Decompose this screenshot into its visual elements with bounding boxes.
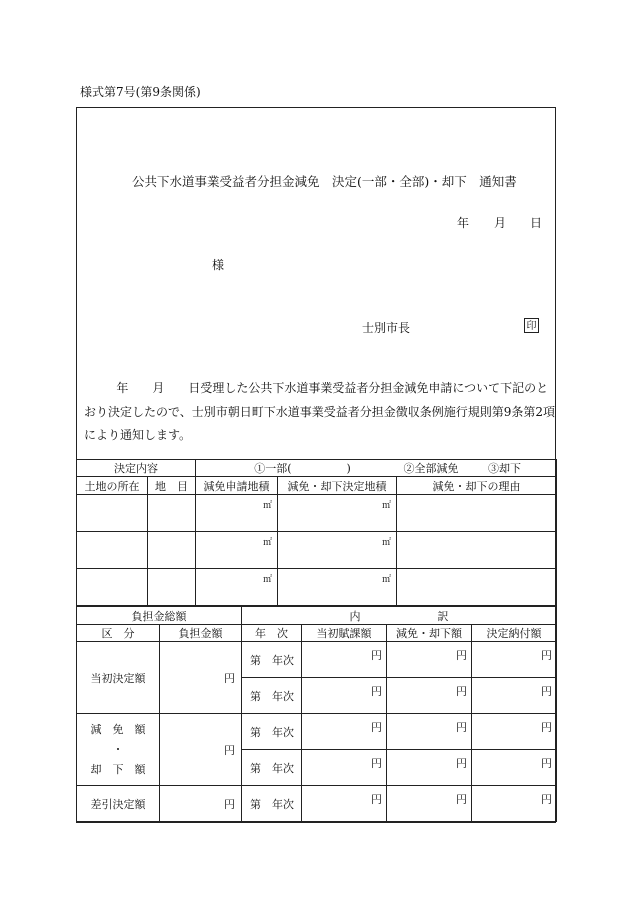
land-category-cell (148, 569, 196, 606)
fiscal-year-cell: 第 年次 (242, 786, 302, 822)
decision-label: 決定内容 (77, 460, 196, 477)
land-location-cell (77, 569, 148, 606)
form-number: 様式第7号(第9条関係) (80, 85, 201, 99)
fiscal-year-cell: 第 年次 (242, 750, 302, 786)
table-row (77, 642, 557, 678)
initial-assessment-cell: 円 (302, 750, 387, 786)
land-location-cell (77, 495, 148, 532)
issuer-name: 士別市長 (362, 321, 411, 335)
fiscal-year-cell: 第 年次 (242, 678, 302, 714)
burden-amount-net: 円 (160, 786, 242, 822)
burden-header-row (77, 625, 557, 642)
decision-option-reject: ③却下 (488, 462, 521, 475)
final-payment-cell: 円 (472, 714, 557, 750)
final-payment-cell: 円 (472, 642, 557, 678)
reduction-amount-cell: 円 (387, 750, 472, 786)
seal-mark: 印 (524, 318, 539, 333)
final-payment-cell: 円 (472, 678, 557, 714)
final-payment-cell: 円 (472, 750, 557, 786)
land-category-cell (148, 495, 196, 532)
reduction-amount-cell: 円 (387, 786, 472, 822)
table-row (77, 786, 557, 822)
burden-amount-initial: 円 (160, 642, 242, 714)
header-fiscal-year: 年 次 (242, 625, 302, 642)
land-location-cell (77, 532, 148, 569)
category-initial-decision: 当初決定額 (77, 642, 160, 714)
decided-area-cell: ㎡ (278, 569, 397, 606)
reduction-amount-cell: 円 (387, 678, 472, 714)
addressee-honorific: 様 (212, 258, 225, 272)
header-total-burden: 負担金総額 (77, 607, 242, 625)
final-payment-cell: 円 (472, 786, 557, 822)
header-breakdown: 内 訳 (242, 607, 557, 625)
header-burden-amount: 負担金額 (160, 625, 242, 642)
burden-charge-table (76, 606, 557, 822)
decided-area-cell: ㎡ (278, 532, 397, 569)
category-rejection-line: 却 下 額 (90, 762, 146, 776)
notice-body-text: 年 月 日受理した公共下水道事業受益者分担金減免申請について下記のとおり決定したので、士別市朝日町下水道事業受益者分担金徴収条例施行規則第9条第2項により通知します。 (84, 381, 556, 442)
applied-area-cell: ㎡ (196, 532, 278, 569)
reason-cell (397, 532, 557, 569)
category-reduction-rejection (77, 714, 160, 786)
header-reduction-amount: 減免・却下額 (387, 625, 472, 642)
header-reason: 減免・却下の理由 (397, 477, 557, 495)
date-year: 年 (457, 216, 470, 230)
decided-area-cell: ㎡ (278, 495, 397, 532)
initial-assessment-cell: 円 (302, 642, 387, 678)
category-separator-line: ・ (112, 742, 124, 756)
header-decided-area: 減免・却下決定地積 (278, 477, 397, 495)
table-row (77, 495, 557, 532)
fiscal-year-cell: 第 年次 (242, 714, 302, 750)
reduction-amount-cell: 円 (387, 642, 472, 678)
applied-area-cell: ㎡ (196, 569, 278, 606)
burden-group-header-row (77, 607, 557, 625)
reason-cell (397, 569, 557, 606)
initial-assessment-cell: 円 (302, 786, 387, 822)
date-day: 日 (530, 216, 543, 230)
date-month: 月 (494, 216, 507, 230)
category-net-decision: 差引決定額 (77, 786, 160, 822)
land-area-table (76, 459, 557, 606)
initial-assessment-cell: 円 (302, 678, 387, 714)
fiscal-year-cell: 第 年次 (242, 642, 302, 678)
decision-row (77, 460, 557, 477)
header-initial-assessment: 当初賦課額 (302, 625, 387, 642)
table-row (77, 569, 557, 606)
table-row (77, 714, 557, 750)
reduction-amount-cell: 円 (387, 714, 472, 750)
initial-assessment-cell: 円 (302, 714, 387, 750)
decision-option-full: ②全部減免 (403, 462, 459, 475)
land-category-cell (148, 532, 196, 569)
header-land-category: 地 目 (148, 477, 196, 495)
reason-cell (397, 495, 557, 532)
document-title: 公共下水道事業受益者分担金減免 決定(一部・全部)・却下 通知書 (132, 174, 517, 189)
table-row (77, 532, 557, 569)
burden-amount-reduction: 円 (160, 714, 242, 786)
area-header-row (77, 477, 557, 495)
header-category: 区 分 (77, 625, 160, 642)
header-final-payment: 決定納付額 (472, 625, 557, 642)
header-applied-area: 減免申請地積 (196, 477, 278, 495)
decision-options (196, 460, 557, 477)
applied-area-cell: ㎡ (196, 495, 278, 532)
header-land-location: 土地の所在 (77, 477, 148, 495)
category-reduction-line: 減 免 額 (90, 722, 146, 736)
decision-option-partial: ①一部( ) (254, 462, 351, 475)
